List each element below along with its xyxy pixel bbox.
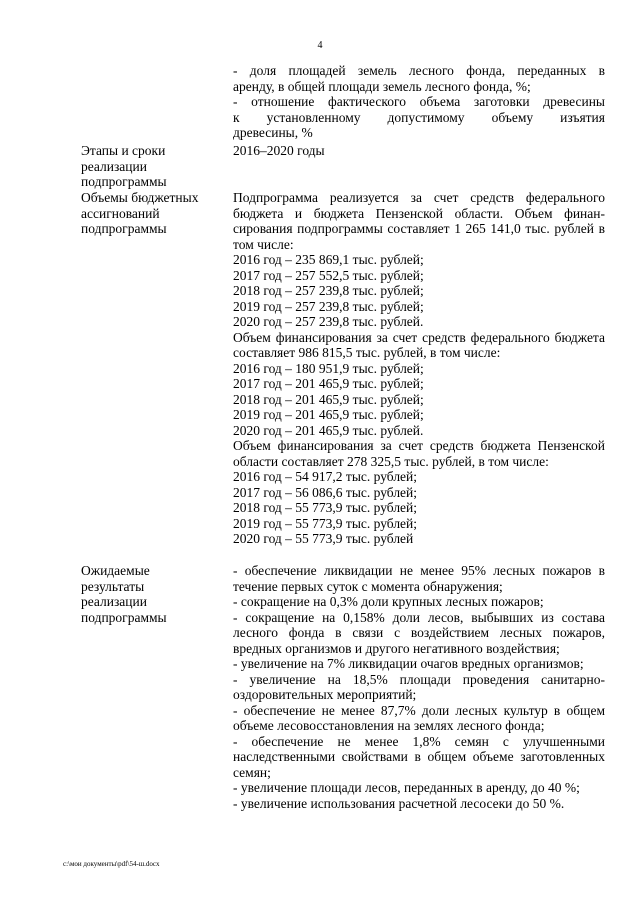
funding-year: 2020 год – 257 239,8 тыс. рублей. — [233, 314, 424, 329]
funding-intro: Подпрограмма реализуется за счет средств федерального бюджета и бюджета Пензенской области. Объем финансирования подпрограммы составляет 1 265 141,0 тыс. рублей в том числе: — [233, 190, 605, 252]
funding-block — [233, 190, 605, 547]
results-label: Ожидаемые результаты реализации подпрограммы — [81, 563, 167, 625]
result-item: - обеспечение не менее 1,8% семян с улучшенными наследственными свойствами в общем объеме заготовленных семян; — [233, 733, 605, 780]
result-item: - увеличение использования расчетной лесосеки до 50 %. — [233, 795, 565, 811]
federal-year: 2016 год – 180 951,9 тыс. рублей; — [233, 360, 424, 376]
regional-year: 2017 год – 56 086,6 тыс. рублей; — [233, 484, 418, 500]
funding-year: 2018 год – 257 239,8 тыс. рублей; — [233, 283, 424, 298]
indicator-line: к установленному допустимому объему изъятия — [233, 109, 605, 125]
federal-intro: Объем финансирования за счет средств федерального бюджета составляет 986 815,5 тыс. рублей, в том числе: — [233, 329, 605, 360]
regional-year: 2018 год – 55 773,9 тыс. рублей; — [233, 500, 418, 515]
result-item: - обеспечение ликвидации не менее 95% лесных пожаров в течение первых суток с момента обнаружения; — [233, 563, 605, 594]
result-item: - увеличение на 18,5% площади проведения санитарно-оздоровительных мероприятий; — [233, 671, 605, 702]
stages-label: Этапы и сроки реализации подпрограммы — [81, 143, 167, 189]
stages-value: 2016–2020 годы — [233, 143, 325, 158]
result-item: - обеспечение не менее 87,7% доли лесных культур в общем объеме лесовосстановления на землях лесного фонда; — [233, 702, 605, 733]
result-item: - увеличение площади лесов, переданных в аренду, до 40 %; — [233, 780, 580, 795]
funding-year: 2016 год – 235 869,1 тыс. рублей; — [233, 252, 424, 267]
federal-year: 2018 год – 201 465,9 тыс. рублей; — [233, 391, 424, 407]
indicator-line: - доля площадей земель лесного фонда, переданных в — [233, 63, 605, 78]
result-item: - сокращение на 0,3% доли крупных лесных пожаров; — [233, 594, 544, 609]
result-item: - сокращение на 0,158% доли лесов, выбывших из состава лесного фонда в связи с воздействием лесных пожаров, вредных организмов и другого негативного воздействия; — [233, 609, 605, 656]
funding-label: Объемы бюджетных ассигнований подпрограммы — [81, 190, 199, 236]
funding-year: 2017 год – 257 552,5 тыс. рублей; — [233, 267, 424, 283]
federal-year: 2020 год – 201 465,9 тыс. рублей. — [233, 422, 424, 438]
indicators-block — [233, 63, 605, 141]
results-block — [233, 563, 605, 811]
indicator-line: аренду, в общей площади земель лесного фонда, %; — [233, 78, 531, 94]
regional-intro: Объем финансирования за счет средств бюджета Пензенской области составляет 278 325,5 тыс. рублей, в том числе: — [233, 438, 605, 469]
federal-year: 2017 год – 201 465,9 тыс. рублей; — [233, 376, 424, 391]
regional-year: 2020 год – 55 773,9 тыс. рублей — [233, 531, 414, 546]
funding-year: 2019 год – 257 239,8 тыс. рублей; — [233, 298, 424, 314]
indicator-line: - отношение фактического объема заготовки древесины — [233, 94, 605, 109]
federal-year: 2019 год – 201 465,9 тыс. рублей; — [233, 407, 424, 422]
regional-year: 2016 год – 54 917,2 тыс. рублей; — [233, 469, 418, 484]
regional-year: 2019 год – 55 773,9 тыс. рублей; — [233, 515, 418, 531]
result-item: - увеличение на 7% ликвидации очагов вредных организмов; — [233, 656, 584, 671]
file-path-footer: c:\мои документы\pdf\54-ш.docx — [63, 860, 160, 868]
page-number: 4 — [317, 40, 323, 51]
indicator-line: древесины, % — [233, 125, 313, 140]
